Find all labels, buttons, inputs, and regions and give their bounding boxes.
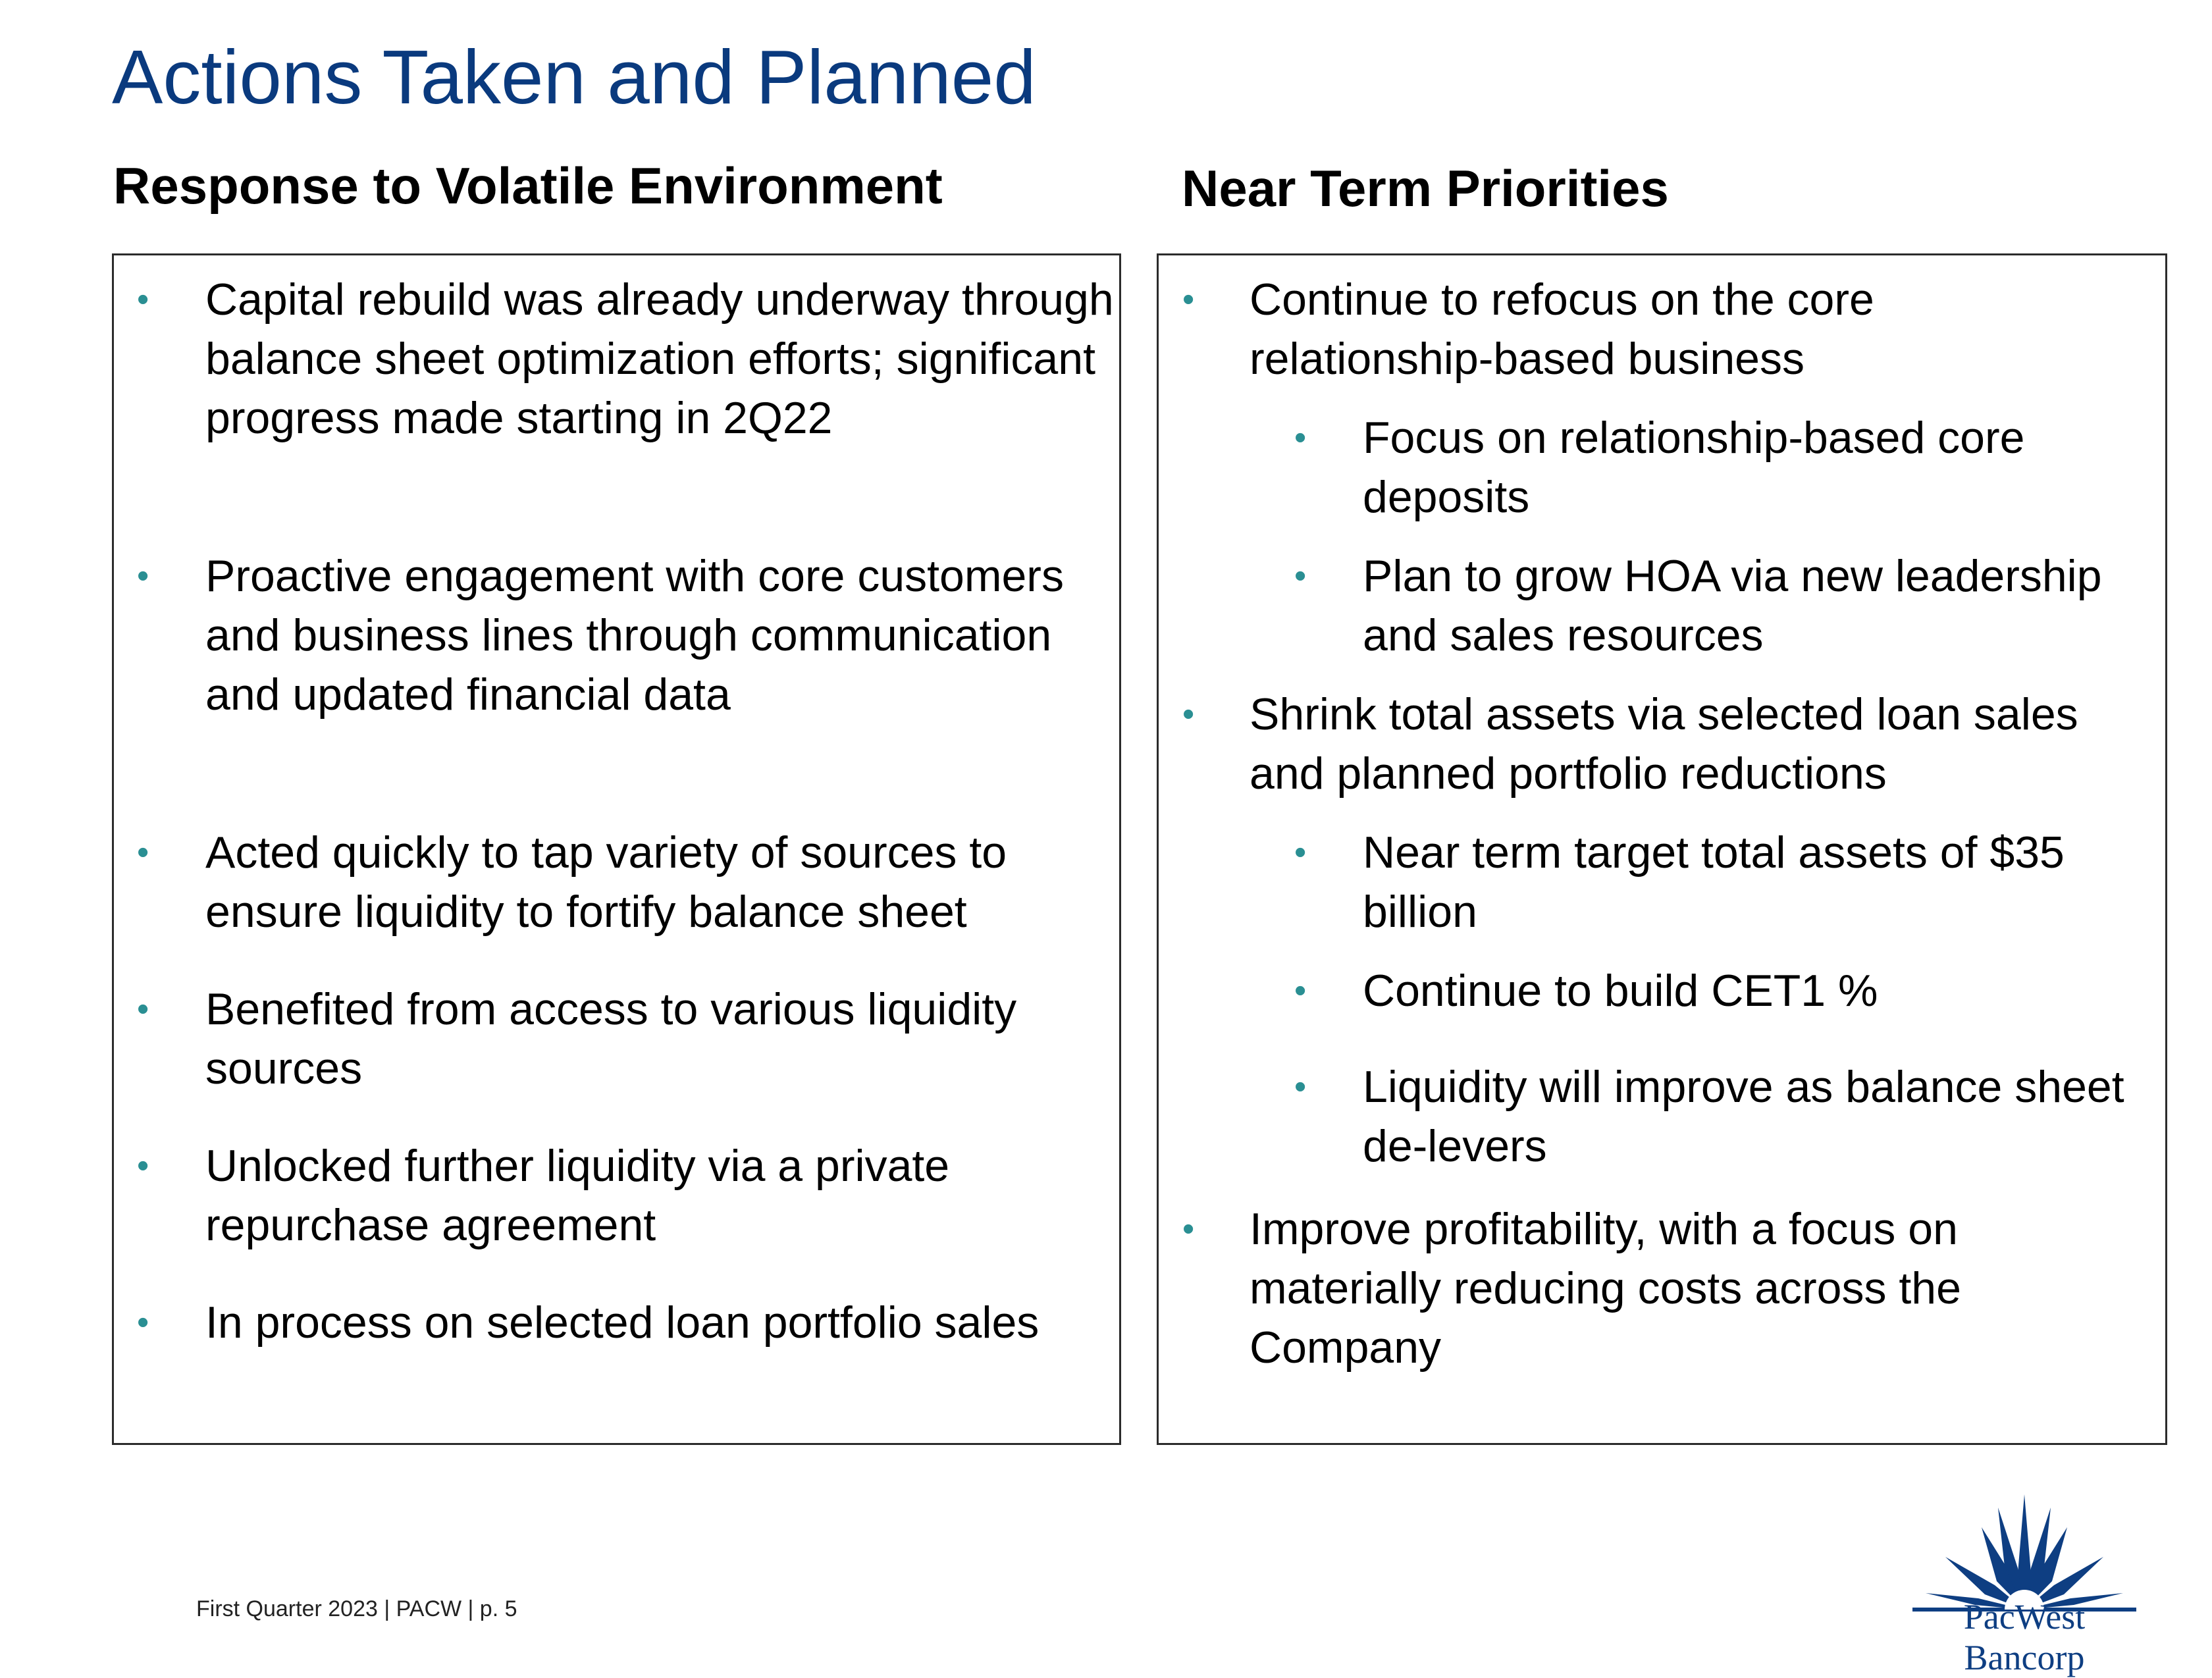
list-item-text: Acted quickly to tap variety of sources to ensure liquidity to fortify balance sheet [205, 827, 1007, 937]
bullet-icon: • [1182, 695, 1195, 733]
list-item-text: Benefited from access to various liquidity sources [205, 984, 1017, 1093]
list-item [1182, 685, 2158, 803]
list-item-text: Continue to build CET1 % [1363, 966, 1878, 1016]
priorities-list [1159, 255, 2165, 1443]
list-item-text: Plan to grow HOA via new leadership and sales resources [1363, 551, 2102, 660]
list-item-text: In process on selected loan portfolio sales [205, 1298, 1040, 1348]
bullet-icon: • [1294, 1068, 1307, 1106]
sub-list-item [1294, 823, 2153, 941]
bullet-icon: • [1294, 557, 1307, 595]
sub-list-item [1294, 1057, 2153, 1176]
bullet-icon: • [1294, 972, 1307, 1010]
list-item [137, 980, 1028, 1098]
page-footer: First Quarter 2023 | PACW | p. 5 [196, 1596, 517, 1621]
bullet-icon: • [1182, 280, 1195, 319]
sub-list-item [1294, 546, 2153, 665]
list-item [137, 546, 1114, 724]
list-item-text: Continue to refocus on the core relationship-based business [1250, 275, 1874, 384]
bullet-icon: • [137, 280, 149, 319]
bullet-icon: • [137, 1303, 149, 1342]
page-title: Actions Taken and Planned [112, 34, 1036, 120]
bullet-icon: • [137, 833, 149, 872]
list-item [1182, 270, 2119, 388]
sub-list-item [1294, 961, 2153, 1020]
list-item [1182, 1199, 2105, 1377]
priorities-box [1157, 253, 2167, 1445]
list-item [137, 1136, 1114, 1255]
response-box [112, 253, 1121, 1445]
list-item-text: Unlocked further liquidity via a private repurchase agreement [205, 1141, 950, 1250]
list-item [137, 1293, 1114, 1352]
response-list [114, 255, 1119, 1443]
bullet-icon: • [1294, 833, 1307, 872]
bullet-icon: • [1294, 419, 1307, 457]
bullet-icon: • [1182, 1210, 1195, 1248]
left-column-heading: Response to Volatile Environment [113, 157, 943, 215]
list-item-text: Focus on relationship-based core deposits [1363, 413, 2025, 522]
list-item-text: Capital rebuild was already underway through balance sheet optimization efforts; significant progress made starting in 2Q22 [205, 275, 1114, 443]
list-item [137, 270, 1114, 448]
bullet-icon: • [137, 1147, 149, 1185]
list-item-text: Shrink total assets via selected loan sales and planned portfolio reductions [1250, 689, 2078, 799]
sub-list-item [1294, 408, 2153, 527]
list-item-text: Improve profitability, with a focus on materially reducing costs across the Company [1250, 1204, 1961, 1373]
logo-text: PacWest Bancorp [1963, 1597, 2086, 1677]
bullet-icon: • [137, 557, 149, 595]
right-column-heading: Near Term Priorities [1182, 159, 1669, 217]
list-item-text: Proactive engagement with core customers and business lines through communication and updated financial data [205, 551, 1064, 720]
list-item-text: Liquidity will improve as balance sheet de-levers [1363, 1062, 2124, 1171]
list-item-text: Near term target total assets of $35 billion [1363, 827, 2065, 937]
list-item [137, 823, 1114, 941]
bullet-icon: • [137, 990, 149, 1028]
